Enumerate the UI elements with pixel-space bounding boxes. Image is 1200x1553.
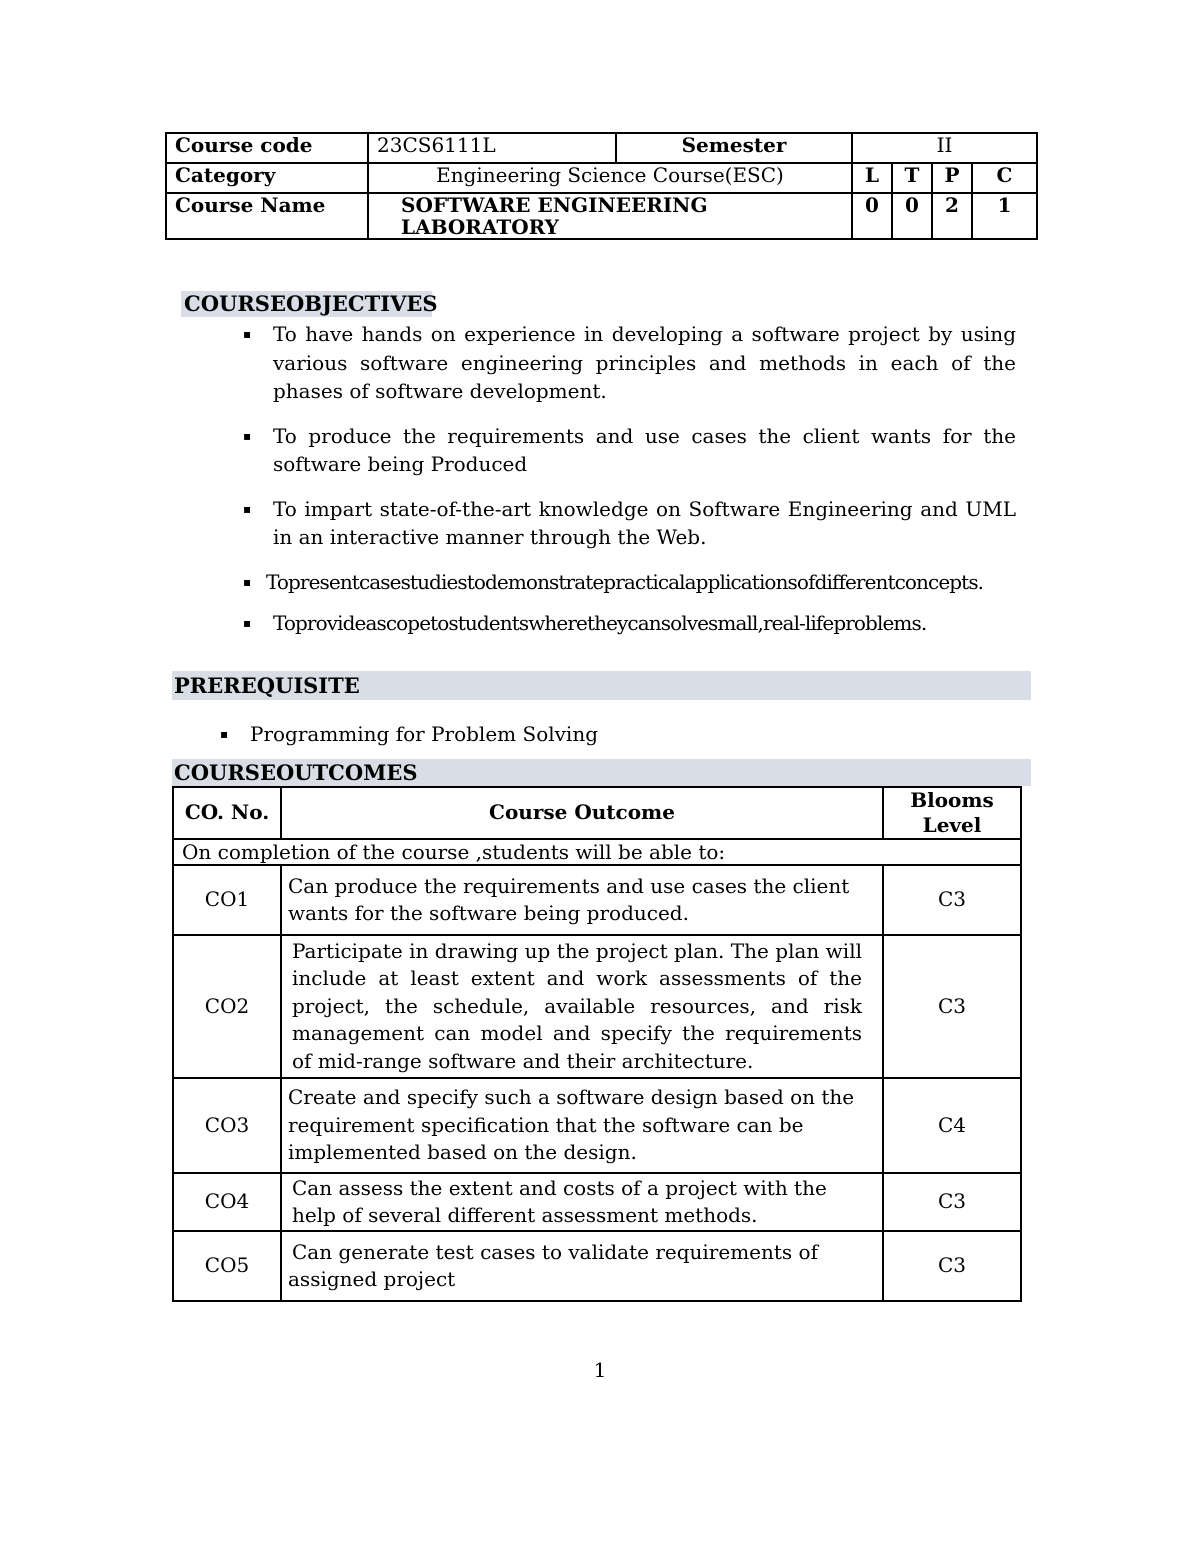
bullet-icon: ▪ <box>243 327 252 341</box>
co-level: C3 <box>883 935 1021 1078</box>
prerequisite-list <box>210 720 910 749</box>
list-item <box>233 609 1016 638</box>
course-name-line2: LABORATORY <box>401 215 559 239</box>
bullet-icon: ▪ <box>220 727 229 741</box>
table-row <box>173 1173 1021 1231</box>
course-name-label: Course Name <box>166 193 368 239</box>
prerequisite-text: Programming for Problem Solving <box>250 722 599 746</box>
semester-label: Semester <box>616 133 852 163</box>
objective-text: Topresentcasestudiestodemonstratepracticalapplicationsofdifferentconcepts. <box>266 569 984 594</box>
co-text: Can assess the extent and costs of a project with the help of several different assessment methods. <box>281 1173 883 1231</box>
bullet-icon: ▪ <box>243 428 252 443</box>
ltpc-label-l: L <box>852 163 892 193</box>
co-text: Participate in drawing up the project plan. The plan will include at least extent and work assessments of the project, the schedule, available resources, and risk management can model and specify the requirements of mid-range software and their architecture. <box>281 935 883 1078</box>
table-row <box>173 1078 1021 1173</box>
prerequisite-title: PREREQUISITE <box>172 671 1031 700</box>
page-number: 1 <box>593 1358 607 1382</box>
objective-text: To have hands on experience in developing a software project by using various software engineering principles and methods in each of the phases of software development. <box>273 322 1016 403</box>
ltpc-value-p: 2 <box>932 193 972 239</box>
outcomes-title: COURSEOUTCOMES <box>172 759 1031 786</box>
bullet-icon: ▪ <box>243 501 252 516</box>
co-level: C4 <box>883 1078 1021 1173</box>
ltpc-value-t: 0 <box>892 193 932 239</box>
table-row <box>173 1231 1021 1301</box>
course-name-value <box>368 193 852 239</box>
bullet-icon: ▪ <box>243 574 252 589</box>
course-header-table <box>165 132 1038 240</box>
co-text: Create and specify such a software design based on the requirement specification that the software can be implemented based on the design. <box>281 1078 883 1173</box>
co-number: CO2 <box>173 935 281 1078</box>
ltpc-value-c: 1 <box>972 193 1037 239</box>
co-number: CO3 <box>173 1078 281 1173</box>
bullet-icon: ▪ <box>243 616 252 630</box>
list-item <box>210 720 910 749</box>
objectives-title: COURSEOBJECTIVES <box>181 291 432 317</box>
objective-text: To produce the requirements and use cases the client wants for the software being Produced <box>273 423 1016 476</box>
ltpc-label-p: P <box>932 163 972 193</box>
co-level: C3 <box>883 865 1021 935</box>
list-item <box>233 422 1016 479</box>
course-outcomes-table <box>172 786 1022 1302</box>
co-number: CO1 <box>173 865 281 935</box>
co-level: C3 <box>883 1173 1021 1231</box>
list-item <box>233 568 1016 597</box>
col-header-level-line1: Blooms <box>910 788 994 812</box>
co-level: C3 <box>883 1231 1021 1301</box>
course-code-value: 23CS6111L <box>368 133 616 163</box>
list-item <box>233 495 1016 552</box>
semester-value: II <box>852 133 1037 163</box>
col-header-course-outcome: Course Outcome <box>281 787 883 839</box>
outcomes-intro: On completion of the course ,students will be able to: <box>173 839 1021 865</box>
course-name-line1: SOFTWARE ENGINEERING <box>401 193 708 217</box>
objective-text: Toprovideascopetostudentswheretheycansolvesmall,real-lifeproblems. <box>273 611 927 635</box>
col-header-blooms-level <box>883 787 1021 839</box>
ltpc-label-t: T <box>892 163 932 193</box>
co-text: Can produce the requirements and use cases the client wants for the software being produced. <box>281 865 883 935</box>
category-value: Engineering Science Course(ESC) <box>368 163 852 193</box>
ltpc-value-l: 0 <box>852 193 892 239</box>
col-header-co-no: CO. No. <box>173 787 281 839</box>
co-number: CO4 <box>173 1173 281 1231</box>
objectives-list <box>233 320 1016 638</box>
course-code-label: Course code <box>166 133 368 163</box>
category-label: Category <box>166 163 368 193</box>
col-header-level-line2: Level <box>922 813 982 837</box>
table-row <box>173 865 1021 935</box>
co-text: Can generate test cases to validate requirements of assigned project <box>281 1231 883 1301</box>
co-number: CO5 <box>173 1231 281 1301</box>
list-item <box>233 320 1016 406</box>
table-row <box>173 935 1021 1078</box>
ltpc-label-c: C <box>972 163 1037 193</box>
objective-text: To impart state-of-the-art knowledge on Software Engineering and UML in an interactive manner through the Web. <box>273 496 1016 549</box>
